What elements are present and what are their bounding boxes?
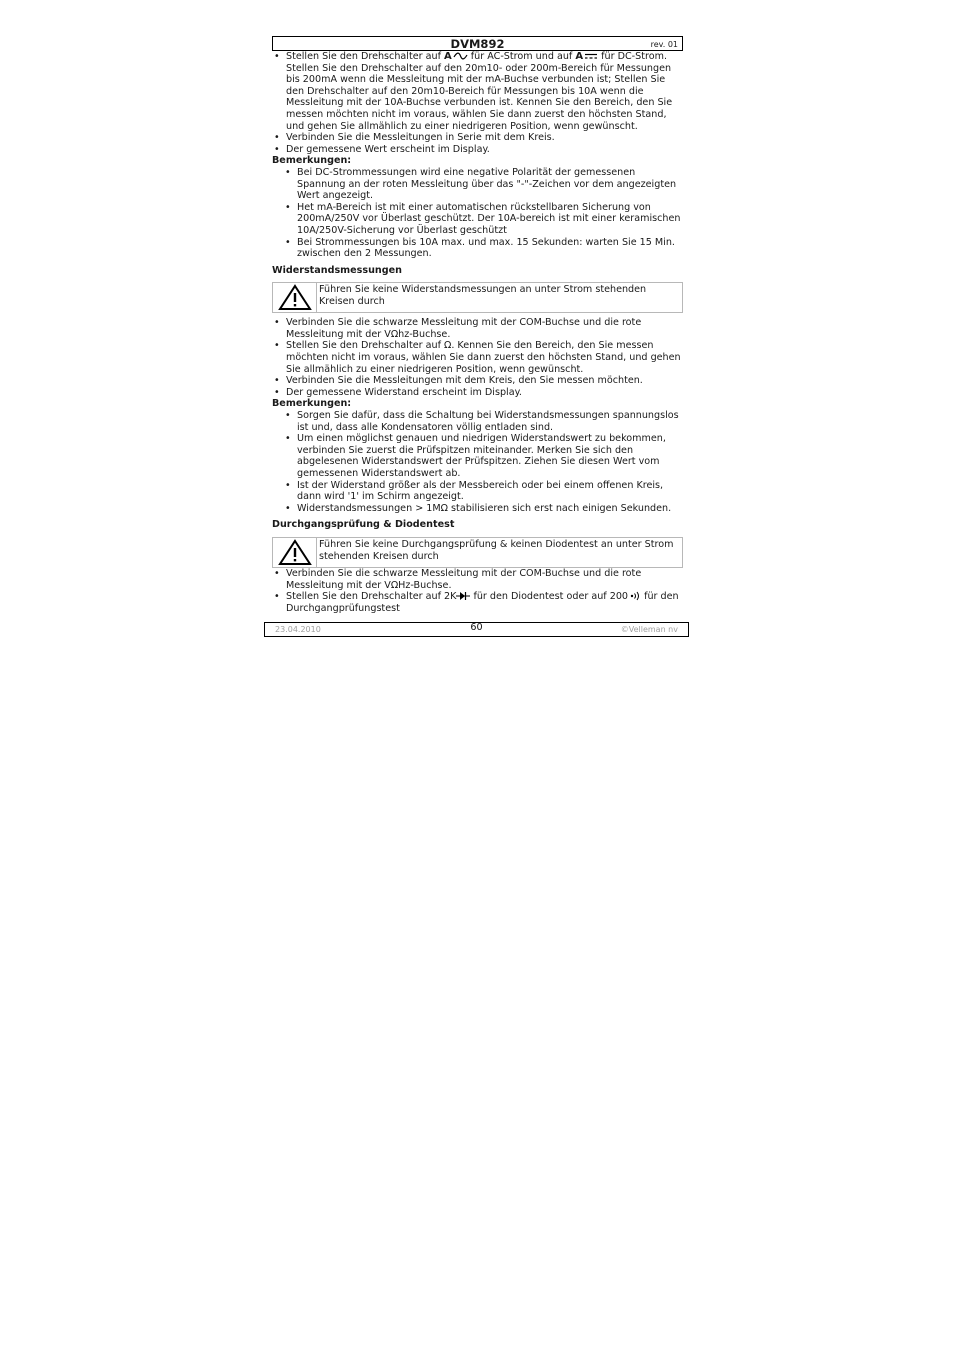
page-footer bbox=[264, 622, 689, 637]
resistance-instructions bbox=[272, 317, 683, 398]
list-item: • Verbinden Sie die schwarze Messleitung mit der COM-Buchse und die rote Messleitung mit der VΩHz-Buchse. bbox=[272, 568, 683, 591]
ac-symbol: A bbox=[444, 51, 468, 62]
diode-icon bbox=[456, 591, 470, 601]
warning-text: Führen Sie keine Widerstandsmessungen an unter Strom stehenden Kreisen durch bbox=[319, 284, 647, 307]
continuity-instructions bbox=[272, 568, 683, 614]
list-item: • Verbinden Sie die schwarze Messleitung mit der COM-Buchse und die rote Messleitung mit der VΩhz-Buchse. bbox=[272, 317, 683, 340]
list-item: • Bei DC-Strommessungen wird eine negative Polarität der gemessenen Spannung an der roten Messleitung über das "-"-Zeichen vor dem angezeigten Wert angezeigt. bbox=[283, 167, 683, 202]
warning-text: Führen Sie keine Durchgangsprüfung & keinen Diodentest an unter Strom stehenden Kreisen durch bbox=[319, 538, 674, 562]
list-item: • Ist der Widerstand größer als der Messbereich oder bei einem offenen Kreis, dann wird '1' im Schirm angezeigt. bbox=[283, 480, 683, 503]
page-header bbox=[272, 36, 683, 51]
warning-box bbox=[272, 282, 683, 313]
section-heading: Widerstandsmessungen bbox=[272, 264, 402, 276]
ac-wave-icon bbox=[453, 52, 468, 60]
revision-label: rev. 01 bbox=[650, 40, 678, 49]
list-item: • Der gemessene Widerstand erscheint im Display. bbox=[272, 387, 683, 399]
warning-triangle-icon bbox=[278, 539, 312, 566]
page-number: 60 bbox=[470, 622, 483, 633]
footer-copyright: ©Velleman nv bbox=[620, 625, 678, 634]
list-item: • Bei Strommessungen bis 10A max. und max. 15 Sekunden: warten Sie 15 Min. zwischen den 2 Messungen. bbox=[283, 237, 683, 260]
remarks-list bbox=[272, 410, 683, 514]
remarks-list bbox=[272, 167, 683, 260]
warning-triangle-icon bbox=[278, 284, 312, 311]
section-heading: Durchgangsprüfung & Diodentest bbox=[272, 519, 455, 531]
list-item: • Stellen Sie den Drehschalter auf A für AC-Strom und auf A für DC-Strom. Stellen Sie den Drehschalter auf den 20m10- oder 200m-Bereich für Messungen bis 200mA wenn die Messleitung mit der mA-Buchse verbunden ist; Stellen Sie den Drehschalter auf den 20m10-Bereich für Messungen bis 10A wenn die Messleitung mit der 10A-Buchse verbunden ist. Kennen Sie den Bereich, den Sie messen möchten nicht im voraus, wählen Sie dann zuerst den höchsten Stand, und gehen Sie allmählich zu einer niedrigeren Position, wenn gewünscht. bbox=[272, 51, 683, 132]
list-item: • Verbinden Sie die Messleitungen mit dem Kreis, den Sie messen möchten. bbox=[272, 375, 683, 387]
list-item: • Het mA-Bereich ist mit einer automatischen rückstellbaren Sicherung von 200mA/250V vor Überlast geschützt. Der 10A-bereich ist mit einer keramischen 10A/250V-Sicherung vor Überlast geschützt bbox=[283, 202, 683, 237]
model-title: DVM892 bbox=[450, 37, 505, 51]
dc-line-icon bbox=[584, 52, 598, 60]
remarks-label: Bemerkungen: bbox=[272, 155, 352, 167]
list-item: • Um einen möglichst genauen und niedrigen Widerstandswert zu bekommen, verbinden Sie zuerst die Prüfspitzen miteinander. Merken Sie sich den abgelesenen Widerstandswert der Prüfspitzen. Ziehen Sie diesen Wert vom gemessenen Widerstandswert ab. bbox=[283, 433, 683, 479]
list-item: • Stellen Sie den Drehschalter auf 2K für den Diodentest oder auf 200 für den Durchgangprüfungstest bbox=[272, 591, 683, 614]
list-item: • Widerstandsmessungen > 1MΩ stabilisieren sich erst nach einigen Sekunden. bbox=[283, 503, 683, 515]
list-item: • Der gemessene Wert erscheint im Display. bbox=[272, 144, 683, 156]
footer-date: 23.04.2010 bbox=[275, 625, 321, 634]
list-item: • Sorgen Sie dafür, dass die Schaltung bei Widerstandsmessungen spannungslos ist und, dass alle Kondensatoren völlig entladen sind. bbox=[283, 410, 683, 433]
current-instructions bbox=[272, 51, 683, 155]
remarks-label: Bemerkungen: bbox=[272, 398, 352, 410]
list-item: • Stellen Sie den Drehschalter auf Ω. Kennen Sie den Bereich, den Sie messen möchten nicht im voraus, wählen Sie dann zuerst den höchsten Stand, und gehen Sie allmählich zu einer niedrigeren Position, wenn gewünscht. bbox=[272, 340, 683, 375]
dc-symbol: A bbox=[575, 51, 598, 62]
list-item: • Verbinden Sie die Messleitungen in Serie mit dem Kreis. bbox=[272, 132, 683, 144]
document-page bbox=[272, 36, 683, 614]
warning-box bbox=[272, 537, 683, 568]
buzzer-sound-icon bbox=[630, 591, 641, 601]
